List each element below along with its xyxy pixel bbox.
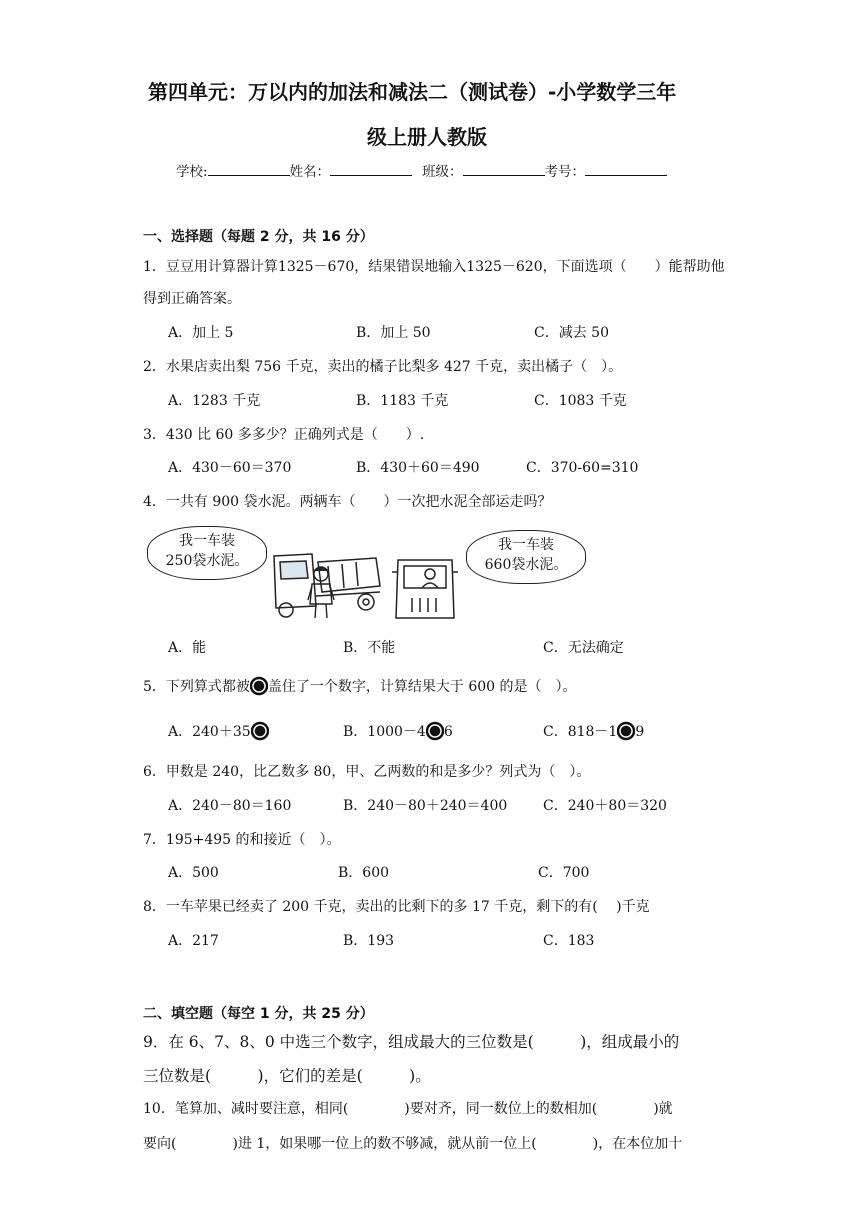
q8-option-c[interactable]: C．183 bbox=[543, 933, 595, 949]
q5-option-b-tail: 6 bbox=[443, 724, 453, 740]
q2-option-c[interactable]: C．1083 千克 bbox=[534, 393, 627, 409]
q4-option-a[interactable]: A．能 bbox=[168, 640, 207, 656]
school-field[interactable] bbox=[208, 161, 290, 176]
q8-option-b[interactable]: B．193 bbox=[343, 933, 395, 949]
question-4-stem: 4．一共有 900 袋水泥。两辆车（ ）一次把水泥全部运走吗？ bbox=[143, 494, 552, 510]
question-3-stem: 3．430 比 60 多多少？正确列式是（ ）. bbox=[143, 427, 425, 443]
header-fields bbox=[176, 160, 667, 180]
q4-option-c[interactable]: C．无法确定 bbox=[543, 640, 624, 656]
q2-option-b[interactable]: B．1183 千克 bbox=[356, 393, 449, 409]
question-6-stem: 6．甲数是 240，比乙数多 80，甲、乙两数的和是多少？列式为（ ）。 bbox=[143, 764, 591, 780]
q5-option-b[interactable] bbox=[343, 721, 453, 741]
q7-option-c[interactable]: C．700 bbox=[538, 865, 590, 881]
name-field[interactable] bbox=[330, 161, 412, 176]
q4-option-b[interactable]: B．不能 bbox=[343, 640, 396, 656]
q5-option-a-text: A．240＋35 bbox=[168, 724, 251, 740]
section-heading-choice: 一、选择题（每题 2 分，共 16 分） bbox=[143, 229, 374, 245]
q2-option-a[interactable]: A．1283 千克 bbox=[168, 393, 261, 409]
q6-option-c[interactable]: C．240＋80＝320 bbox=[543, 798, 667, 814]
q3-option-a[interactable]: A．430－60＝370 bbox=[168, 460, 292, 476]
ink-blot-icon bbox=[617, 721, 635, 741]
ink-blot-icon bbox=[250, 676, 268, 696]
school-label: 学校: bbox=[176, 164, 208, 180]
q5-stem-b: 盖住了一个数字，计算结果大于 600 的是（ ）。 bbox=[267, 679, 577, 695]
page-title: 第四单元：万以内的加法和减法二（测试卷）-小学数学三年 bbox=[148, 80, 677, 104]
q5-option-a[interactable] bbox=[168, 721, 269, 741]
q1-option-a[interactable]: A．加上 5 bbox=[168, 325, 234, 341]
q3-option-b[interactable]: B．430＋60＝490 bbox=[356, 460, 480, 476]
question-5-stem bbox=[143, 676, 577, 696]
question-9-line2: 三位数是( )，它们的差是( )。 bbox=[143, 1067, 431, 1085]
ink-blot-icon bbox=[426, 721, 444, 741]
ink-blot-icon bbox=[251, 721, 269, 741]
q5-option-b-text: B．1000－4 bbox=[343, 724, 426, 740]
question-1-stem-cont: 得到正确答案。 bbox=[143, 291, 241, 307]
exam-no-field[interactable] bbox=[585, 161, 667, 176]
speech-bubble-right bbox=[466, 530, 586, 584]
question-9-line1: 9．在 6、7、8、0 中选三个数字，组成最大的三位数是( )，组成最小的 bbox=[143, 1033, 680, 1051]
page-title-line2: 级上册人教版 bbox=[367, 125, 487, 149]
question-8-stem: 8．一车苹果已经卖了 200 千克，卖出的比剩下的多 17 千克，剩下的有( )千克 bbox=[143, 899, 650, 915]
exam-no-label: 考号： bbox=[544, 164, 586, 180]
q8-option-a[interactable]: A．217 bbox=[168, 933, 219, 949]
q3-option-c[interactable]: C．370-60=310 bbox=[526, 460, 639, 476]
truck-front-icon bbox=[390, 556, 460, 622]
q6-option-b[interactable]: B．240－80＋240＝400 bbox=[343, 798, 508, 814]
bubble-right-line1: 我一车装 bbox=[498, 537, 554, 553]
speech-bubble-left bbox=[147, 526, 267, 580]
q7-option-a[interactable]: A．500 bbox=[168, 865, 219, 881]
q5-option-c-tail: 9 bbox=[635, 724, 645, 740]
q5-option-c-text: C．818－1 bbox=[543, 724, 618, 740]
q7-option-b[interactable]: B．600 bbox=[338, 865, 390, 881]
q1-option-c[interactable]: C．减去 50 bbox=[534, 325, 609, 341]
question-7-stem: 7．195+495 的和接近（ ）。 bbox=[143, 832, 341, 848]
class-field[interactable] bbox=[463, 161, 545, 176]
q5-stem-a: 5．下列算式都被 bbox=[143, 679, 250, 695]
bubble-left-line2: 250袋水泥。 bbox=[165, 553, 249, 569]
q5-option-c[interactable] bbox=[543, 721, 644, 741]
section-heading-fill-in: 二、填空题（每空 1 分，共 25 分） bbox=[143, 1006, 374, 1022]
name-label: 姓名： bbox=[289, 164, 331, 180]
bubble-right-line2: 660袋水泥。 bbox=[484, 557, 568, 573]
q6-option-a[interactable]: A．240－80＝160 bbox=[168, 798, 292, 814]
q1-option-b[interactable]: B．加上 50 bbox=[356, 325, 431, 341]
question-1-stem: 1．豆豆用计算器计算1325－670，结果错误地输入1325－620，下面选项（ ）能帮助他 bbox=[143, 259, 725, 275]
question-2-stem: 2．水果店卖出梨 756 千克，卖出的橘子比梨多 427 千克，卖出橘子（ ）。 bbox=[143, 359, 623, 375]
class-label: 班级： bbox=[422, 164, 463, 180]
driver-person-icon bbox=[306, 564, 336, 620]
bubble-left-line1: 我一车装 bbox=[179, 533, 235, 549]
question-10-line1: 10．笔算加、减时要注意，相同( )要对齐，同一数位上的数相加( )就 bbox=[143, 1101, 673, 1117]
question-10-line2: 要向( )进 1，如果哪一位上的数不够减，就从前一位上( )，在本位加十 bbox=[143, 1136, 683, 1152]
